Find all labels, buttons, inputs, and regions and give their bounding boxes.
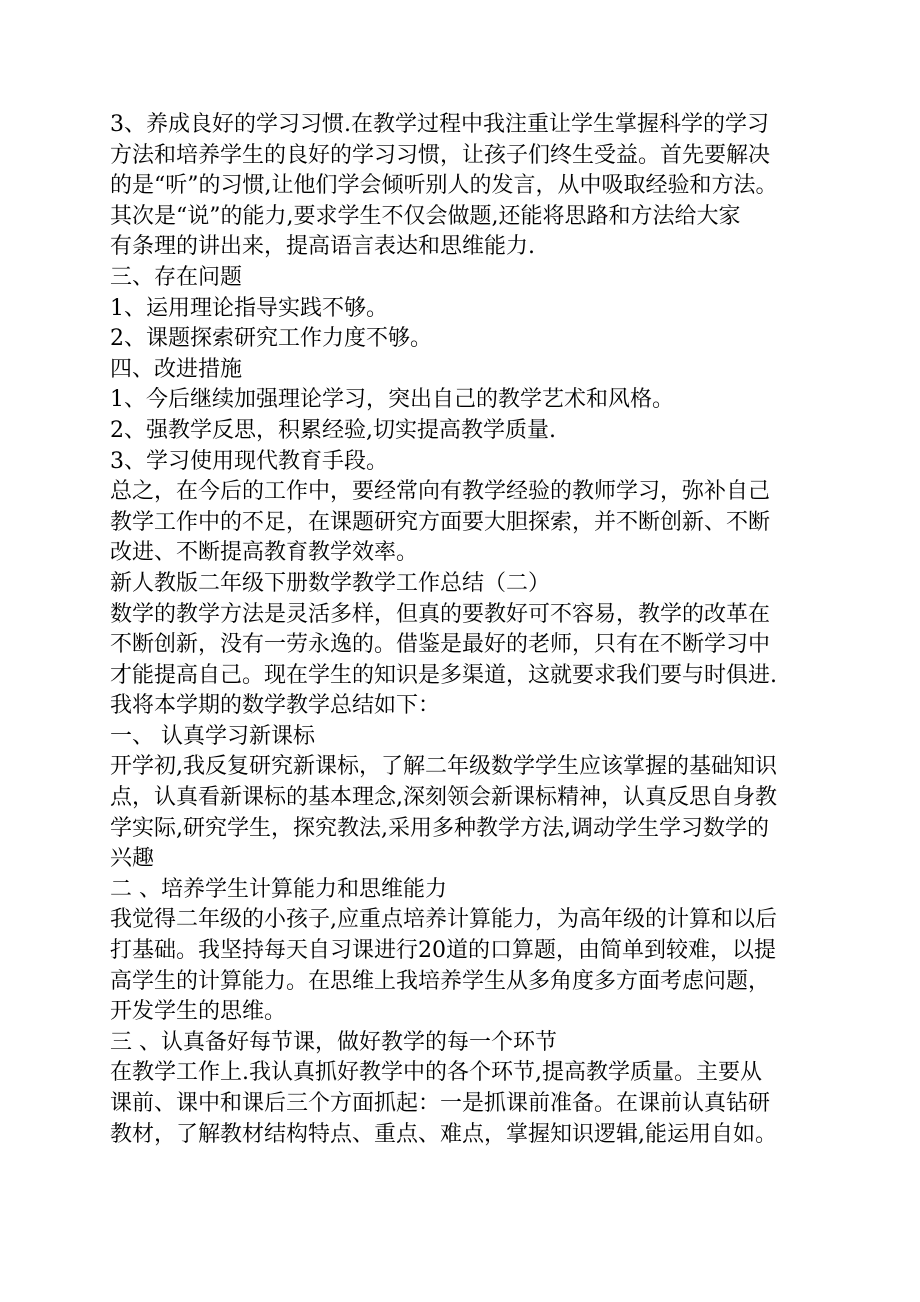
text-line: 3、养成良好的学习习惯.在教学过程中我注重让学生掌握科学的学习 [110,112,769,137]
list-item: 3、学习使用现代教育手段。 [110,448,388,474]
section-heading: 三、存在问题 [110,264,243,290]
text-line: 开发学生的思维。 [110,999,287,1025]
text-line: 学实际,研究学生，探究教法,采用多种教学方法,调动学生学习数学的 [110,815,769,841]
list-item: 1、今后继续加强理论学习，突出自己的教学艺术和风格。 [110,387,674,413]
text-line: 的是“听”的习惯,让他们学会倾听别人的发言，从中吸取经验和方法。 [110,173,778,199]
text-line: 不断创新，没有一劳永逸的。借鉴是最好的老师，只有在不断学习中 [110,632,771,658]
text-line: 有条理的讲出来，提高语言表达和思维能力. [110,234,535,260]
text-line: 高学生的计算能力。在思维上我培养学生从多角度多方面考虑问题， [110,968,771,994]
text-line: 教学工作中的不足，在课题研究方面要大胆探索，并不断创新、不断 [110,509,771,535]
list-item: 2、课题探索研究工作力度不够。 [110,326,432,352]
text-line: 课前、课中和课后三个方面抓起：一是抓课前准备。在课前认真钻研 [110,1091,771,1116]
document-title: 新人教版二年级下册数学教学工作总结（二） [110,570,551,596]
section-heading: 二 、培养学生计算能力和思维能力 [110,876,447,902]
document-page [110,110,830,1150]
text-line: 数学的教学方法是灵活多样，但真的要教好可不容易，教学的改革在 [110,601,771,627]
text-line: 在教学工作上.我认真抓好教学中的各个环节,提高教学质量。主要从 [110,1060,762,1086]
section-heading: 四、改进措施 [110,356,243,382]
text-line: 改进、不断提高教育教学效率。 [110,540,419,566]
text-line: 我将本学期的数学教学总结如下： [110,693,441,719]
text-line: 其次是“说”的能力,要求学生不仅会做题,还能将思路和方法给大家 [110,203,741,229]
text-line: 教材，了解教材结构特点、重点、难点，掌握知识逻辑,能运用自如。 [110,1121,777,1147]
section-heading: 三 、认真备好每节课，做好教学的每一个环节 [110,1029,557,1055]
list-item: 1、运用理论指导实践不够。 [110,295,388,321]
text-line: 兴趣 [110,846,155,872]
text-line: 方法和培养学生的良好的学习习惯，让孩子们终生受益。首先要解决 [110,142,771,168]
text-line: 打基础。我坚持每天自习课进行20道的口算题，由简单到较难，以提 [110,938,776,964]
text-line: 才能提高自己。现在学生的知识是多渠道，这就要求我们要与时俱进. [110,662,777,688]
text-line: 点，认真看新课标的基本理念,深刻领会新课标精神，认真反思自身教 [110,785,777,811]
text-line: 总之，在今后的工作中，要经常向有教学经验的教师学习，弥补自己 [110,479,771,505]
list-item: 2、强教学反思，积累经验,切实提高教学质量. [110,417,556,443]
text-line: 开学初,我反复研究新课标，了解二年级数学学生应该掌握的基础知识 [110,754,777,780]
section-heading: 一、 认真学习新课标 [110,723,315,749]
text-line: 我觉得二年级的小孩子,应重点培养计算能力，为高年级的计算和以后 [110,907,777,933]
